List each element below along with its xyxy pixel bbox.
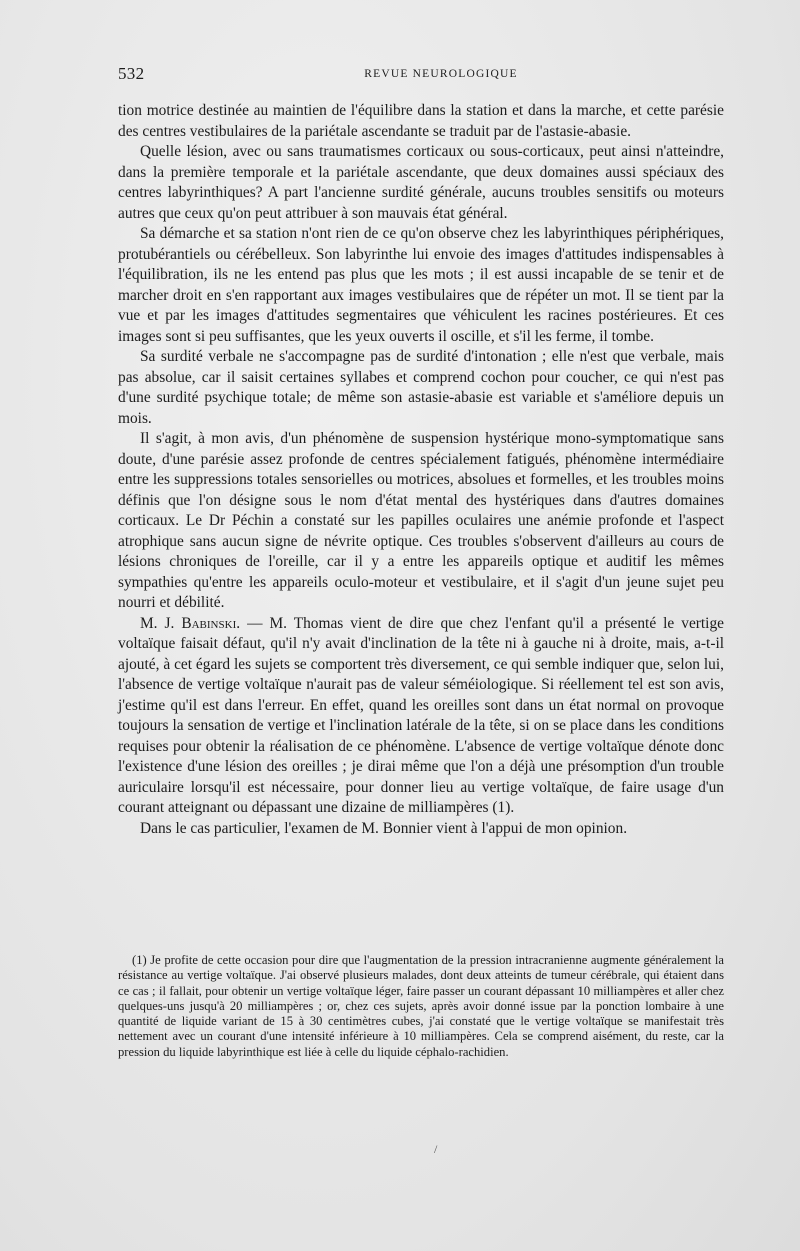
footnote-text: (1) Je profite de cette occasion pour dire que l'augmentation de la pression intracranienne augmente généralement la résistance au vertige voltaïque. J'ai observé plusieurs malades, dont deux atteints de tumeur cérébrale, qui étaient dans ce cas ; il fallait, pour obtenir un vertige voltaïque léger, faire passer un courant dépassant 10 milliampères et aller chez quelques-uns jusqu'à 20 milliampères ; or, chez ces sujets, après avoir donné issue par la ponction lombaire à une quantité de liquide variant de 15 à 30 centimètres cubes, j'ai constaté que le vertige voltaïque se manifestait très nettement avec un courant d'une intensité inférieure à 10 milliampères. Cela se comprend aisément, du reste, car la pression du liquide labyrinthique est liée à celle du liquide céphalo-rachidien. (118, 953, 724, 1059)
page-number: 532 (118, 64, 145, 83)
paragraph-2: Quelle lésion, avec ou sans traumatismes corticaux ou sous-corticaux, peut ainsi n'atteindre, dans la première temporale et la pariétale ascendante, que deux domaines aussi spéciaux des centres labyrinthiques? A part l'ancienne surdité générale, aucuns troubles sensitifs ou moteurs autres que ceux qu'on peut attribuer à son mauvais état général. (118, 143, 724, 222)
paragraph-6-text: — M. Thomas vient de dire que chez l'enfant qu'il a présenté le vertige voltaïque faisait défaut, qu'il n'y avait d'inclination de la tête ni à gauche ni à droite, mais, a-t-il ajouté, à cet égard les sujets se comportent très diversement, ce qui semble indiquer que, selon lui, l'absence de vertige voltaïque n'aurait pas de valeur séméiologique. Si réellement tel est son avis, j'estime qu'il est dans l'erreur. En effet, quand les oreilles sont dans un état normal on provoque toujours la sensation de vertige et l'inclination latérale de la tête, si on se place dans les conditions requises pour obtenir la réalisation de ce phénomène. L'absence de vertige voltaïque dénote donc l'existence d'une lésion des oreilles ; je dirai même que l'on a déjà une présomption d'un trouble auriculaire lorsqu'il est nécessaire, pour donner lieu au vertige voltaïque, de faire usage d'un courant atteignant ou dépassant une dizaine de milliampères (1). (118, 614, 724, 816)
paragraph-3: Sa démarche et sa station n'ont rien de ce qu'on observe chez les labyrinthiques périphériques, protubérantiels ou cérébelleux. Son labyrinthe lui envoie des images d'attitudes indispensables à l'équilibration, ils ne les entend pas plus que les mots ; il est aussi incapable de se tenir et de marcher droit en s'en rapportant aux images vestibulaires que de répéter un mot. Il se tient par la vue et par les images d'attitudes segmentaires que véhiculent les racines postérieures. Et ces images sont si peu suffisantes, que les yeux ouverts il oscille, et s'il les ferme, il tombe. (118, 225, 724, 345)
running-head: REVUE NEUROLOGIQUE (364, 68, 518, 80)
stray-mark: / (434, 1142, 438, 1156)
speaker-name: M. J. Babinski. (140, 614, 241, 632)
page-header (118, 64, 724, 88)
footnote (118, 953, 724, 1060)
paragraph-4: Sa surdité verbale ne s'accompagne pas de surdité d'intonation ; elle n'est que verbale, mais pas absolue, car il saisit certaines syllabes et comprend cochon pour coucher, ce qui n'est pas d'une surdité psychique totale; de même son astasie-abasie est variable et s'améliore depuis un mois. (118, 348, 724, 427)
paragraph-6 (118, 614, 724, 819)
paragraph-1: tion motrice destinée au maintien de l'équilibre dans la station et dans la marche, et cette parésie des centres vestibulaires de la pariétale ascendante se traduit par de l'astasie-abasie. (118, 102, 724, 140)
body-text (118, 101, 724, 839)
paragraph-5: Il s'agit, à mon avis, d'un phénomène de suspension hystérique mono-symptomatique sans doute, d'une parésie assez profonde de centres spécialement fatigués, phénomène intermédiaire entre les suppressions totales sensorielles ou motrices, absolues et formelles, et les troubles moins définis que l'on désigne sous le nom d'état mental des hystériques dans d'autres domaines corticaux. Le Dr Péchin a constaté sur les papilles oculaires une anémie profonde et l'aspect atrophique sans aucun signe de névrite optique. Ces troubles s'observent d'ailleurs au cours de lésions chroniques de l'oreille, car il y a entre les appareils optique et auditif les mêmes sympathies qu'entre les appareils oculo-moteur et vestibulaire, et il s'agit d'un jeune sujet peu nourri et débilité. (118, 430, 724, 611)
paragraph-7: Dans le cas particulier, l'examen de M. Bonnier vient à l'appui de mon opinion. (140, 819, 628, 837)
